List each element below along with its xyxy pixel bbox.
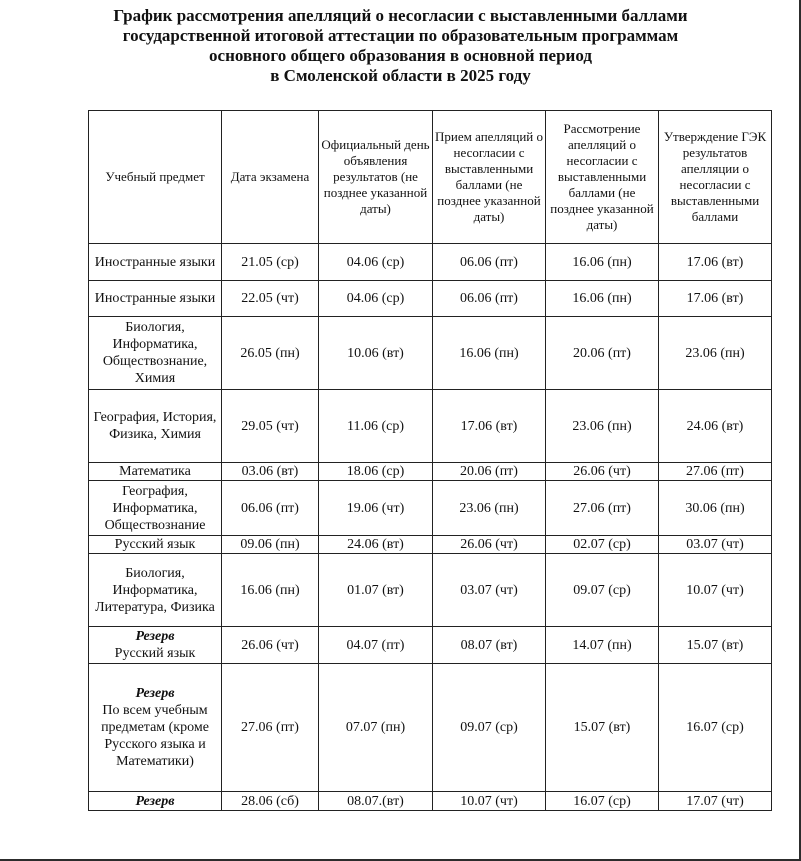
review-date-cell: 23.06 (пн) <box>546 390 659 463</box>
header-exam-date: Дата экзамена <box>222 111 319 244</box>
subject-cell <box>89 481 222 536</box>
appeal-date-cell: 26.06 (чт) <box>433 536 546 554</box>
approval-date-cell: 03.07 (чт) <box>659 536 772 554</box>
subject-name: По всем учебным предметам (кроме Русского языка и Математики) <box>101 703 209 769</box>
title-line: государственной итоговой аттестации по образовательным программам <box>122 26 679 45</box>
results-date-cell: 11.06 (ср) <box>319 390 433 463</box>
appeal-date-cell: 17.06 (вт) <box>433 390 546 463</box>
table-row <box>89 317 772 390</box>
exam-date-cell: 06.06 (пт) <box>222 481 319 536</box>
table-row <box>89 792 772 811</box>
subject-name: География, История, Физика, Химия <box>93 410 217 442</box>
subject-cell <box>89 317 222 390</box>
appeal-date-cell: 06.06 (пт) <box>433 244 546 281</box>
appeal-date-cell: 23.06 (пн) <box>433 481 546 536</box>
review-date-cell: 14.07 (пн) <box>546 627 659 664</box>
subject-name: Иностранные языки <box>94 254 216 270</box>
review-date-cell: 20.06 (пт) <box>546 317 659 390</box>
results-date-cell: 19.06 (чт) <box>319 481 433 536</box>
approval-date-cell: 16.07 (ср) <box>659 664 772 792</box>
table-header-row <box>89 111 772 244</box>
table-row <box>89 554 772 627</box>
review-date-cell: 02.07 (ср) <box>546 536 659 554</box>
approval-date-cell: 17.06 (вт) <box>659 281 772 317</box>
results-date-cell: 07.07 (пн) <box>319 664 433 792</box>
appeal-date-cell: 09.07 (ср) <box>433 664 546 792</box>
subject-name: Биология, Информатика, Обществознание, Химия <box>102 320 208 386</box>
approval-date-cell: 17.07 (чт) <box>659 792 772 811</box>
table-row <box>89 536 772 554</box>
exam-date-cell: 22.05 (чт) <box>222 281 319 317</box>
results-date-cell: 08.07.(вт) <box>319 792 433 811</box>
title-line: в Смоленской области в 2025 году <box>270 66 531 85</box>
results-date-cell: 04.06 (ср) <box>319 244 433 281</box>
approval-date-cell: 23.06 (пн) <box>659 317 772 390</box>
header-appeal-review: Рассмотрение апелляций о несогласии с выставленными баллами (не позднее указанной даты) <box>546 111 659 244</box>
appeal-date-cell: 20.06 (пт) <box>433 463 546 481</box>
appeal-date-cell: 03.07 (чт) <box>433 554 546 627</box>
reserve-label: Резерв <box>135 793 175 809</box>
approval-date-cell: 30.06 (пн) <box>659 481 772 536</box>
exam-date-cell: 26.06 (чт) <box>222 627 319 664</box>
review-date-cell: 15.07 (вт) <box>546 664 659 792</box>
exam-date-cell: 09.06 (пн) <box>222 536 319 554</box>
exam-date-cell: 27.06 (пт) <box>222 664 319 792</box>
appeal-date-cell: 08.07 (вт) <box>433 627 546 664</box>
exam-date-cell: 26.05 (пн) <box>222 317 319 390</box>
title-line: основного общего образования в основной период <box>209 46 592 65</box>
appeal-date-cell: 06.06 (пт) <box>433 281 546 317</box>
approval-date-cell: 17.06 (вт) <box>659 244 772 281</box>
approval-date-cell: 15.07 (вт) <box>659 627 772 664</box>
results-date-cell: 04.07 (пт) <box>319 627 433 664</box>
results-date-cell: 01.07 (вт) <box>319 554 433 627</box>
review-date-cell: 09.07 (ср) <box>546 554 659 627</box>
approval-date-cell: 27.06 (пт) <box>659 463 772 481</box>
appeal-date-cell: 16.06 (пн) <box>433 317 546 390</box>
subject-name: Русский язык <box>114 537 196 552</box>
exam-date-cell: 28.06 (сб) <box>222 792 319 811</box>
review-date-cell: 27.06 (пт) <box>546 481 659 536</box>
subject-cell <box>89 536 222 554</box>
document-title <box>0 6 801 86</box>
results-date-cell: 24.06 (вт) <box>319 536 433 554</box>
table-row <box>89 627 772 664</box>
table-row <box>89 281 772 317</box>
subject-cell <box>89 281 222 317</box>
results-date-cell: 18.06 (ср) <box>319 463 433 481</box>
subject-name: Биология, Информатика, Литература, Физика <box>95 565 215 615</box>
review-date-cell: 16.06 (пн) <box>546 281 659 317</box>
subject-name: География, Информатика, Обществознание <box>104 483 206 533</box>
appeal-schedule-table <box>88 110 772 811</box>
review-date-cell: 26.06 (чт) <box>546 463 659 481</box>
approval-date-cell: 24.06 (вт) <box>659 390 772 463</box>
table-row <box>89 481 772 536</box>
results-date-cell: 04.06 (ср) <box>319 281 433 317</box>
header-appeal-acceptance: Прием апелляций о несогласии с выставленными баллами (не позднее указанной даты) <box>433 111 546 244</box>
approval-date-cell: 10.07 (чт) <box>659 554 772 627</box>
reserve-label: Резерв <box>135 686 175 701</box>
subject-cell <box>89 244 222 281</box>
reserve-label: Резерв <box>135 629 175 644</box>
subject-cell <box>89 390 222 463</box>
review-date-cell: 16.07 (ср) <box>546 792 659 811</box>
table-row <box>89 463 772 481</box>
subject-cell <box>89 664 222 792</box>
subject-cell <box>89 463 222 481</box>
header-gek-approval: Утверждение ГЭК результатов апелляции о несогласии с выставленными баллами <box>659 111 772 244</box>
results-date-cell: 10.06 (вт) <box>319 317 433 390</box>
exam-date-cell: 16.06 (пн) <box>222 554 319 627</box>
appeal-date-cell: 10.07 (чт) <box>433 792 546 811</box>
subject-name: Иностранные языки <box>94 291 216 306</box>
review-date-cell: 16.06 (пн) <box>546 244 659 281</box>
subject-cell <box>89 792 222 811</box>
subject-cell <box>89 627 222 664</box>
exam-date-cell: 03.06 (вт) <box>222 463 319 481</box>
exam-date-cell: 21.05 (ср) <box>222 244 319 281</box>
table-row <box>89 244 772 281</box>
subject-cell <box>89 554 222 627</box>
table-row <box>89 664 772 792</box>
subject-name: Математика <box>119 464 191 479</box>
subject-name: Русский язык <box>114 646 196 661</box>
header-results-date: Официальный день объявления результатов (не позднее указанной даты) <box>319 111 433 244</box>
table-row <box>89 390 772 463</box>
header-subject: Учебный предмет <box>89 111 222 244</box>
exam-date-cell: 29.05 (чт) <box>222 390 319 463</box>
title-line: График рассмотрения апелляций о несогласии с выставленными баллами <box>113 6 688 25</box>
